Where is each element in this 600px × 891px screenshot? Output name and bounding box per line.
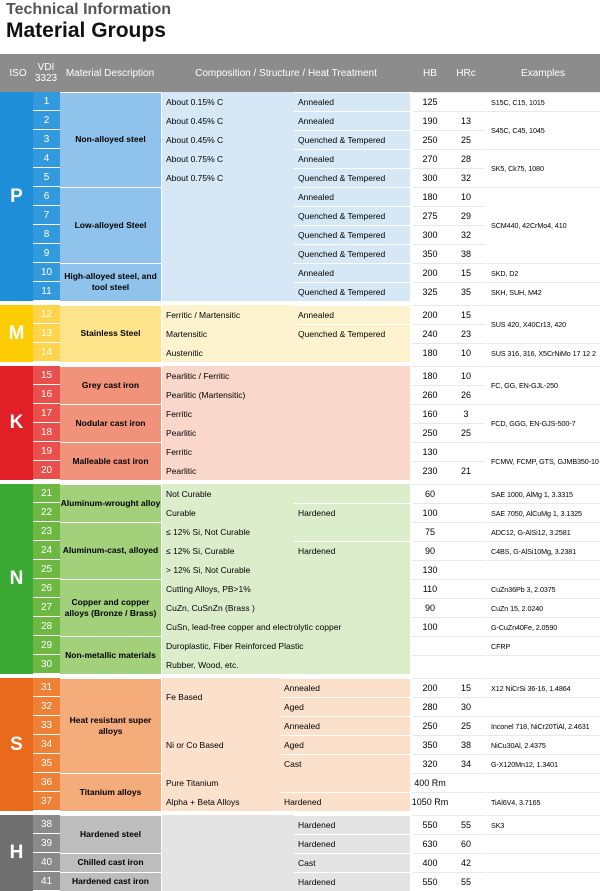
hardness-hb: 400 Rm bbox=[412, 773, 448, 792]
hardness-hb: 1050 Rm bbox=[412, 792, 448, 811]
hardness-hb: 90 bbox=[412, 598, 448, 617]
hardness-hb: 200 bbox=[412, 678, 448, 697]
hardness-hb: 75 bbox=[412, 522, 448, 541]
material-description: Chilled cast iron bbox=[60, 853, 161, 872]
hardness-hrc bbox=[448, 773, 484, 792]
hardness-hrc bbox=[448, 792, 484, 811]
example-grades bbox=[486, 872, 600, 891]
material-description: High-alloyed steel, and tool steel bbox=[60, 263, 161, 301]
col-iso: ISO bbox=[9, 67, 27, 79]
heat-treatment: Cast bbox=[294, 853, 410, 872]
iso-group-p: P bbox=[0, 92, 33, 301]
hardness-hb: 550 bbox=[412, 872, 448, 891]
material-description: Aluminum-wrought alloy bbox=[60, 484, 161, 522]
hardness-hb: 400 bbox=[412, 853, 448, 872]
iso-group-h: H bbox=[0, 815, 33, 891]
iso-group-n: N bbox=[0, 484, 33, 674]
heat-treatment: Annealed bbox=[280, 678, 410, 697]
example-grades: SKH, SUH, M42 bbox=[486, 282, 600, 301]
hardness-hb: 160 bbox=[412, 404, 448, 423]
material-description: Hardened steel bbox=[60, 815, 161, 853]
hardness-hrc bbox=[448, 560, 484, 579]
vdi-number: 30 bbox=[33, 655, 60, 674]
example-grades bbox=[486, 834, 600, 853]
material-description: Grey cast iron bbox=[60, 366, 161, 404]
hardness-hrc: 55 bbox=[448, 872, 484, 891]
composition-text: Ni or Co Based bbox=[166, 739, 224, 750]
example-grades bbox=[486, 853, 600, 872]
example-grades: CFRP bbox=[486, 636, 600, 655]
hardness-hrc: 28 bbox=[448, 149, 484, 168]
vdi-number: 11 bbox=[33, 282, 60, 301]
vdi-number: 10 bbox=[33, 263, 60, 282]
hardness-hrc: 10 bbox=[448, 187, 484, 206]
heat-treatment: Hardened bbox=[280, 792, 410, 811]
hardness-hb: 300 bbox=[412, 168, 448, 187]
example-grades: SAE 7050, AlCuMg 1, 3.1325 bbox=[486, 503, 600, 522]
hardness-hb: 550 bbox=[412, 815, 448, 834]
vdi-number: 14 bbox=[33, 343, 60, 362]
vdi-number: 19 bbox=[33, 442, 60, 461]
composition-text bbox=[162, 815, 294, 834]
vdi-number: 22 bbox=[33, 503, 60, 522]
composition-text: About 0.75% C bbox=[166, 153, 224, 164]
composition-text: Austenitic bbox=[166, 347, 203, 358]
hardness-hb: 250 bbox=[412, 130, 448, 149]
example-grades: SK5, Ck75, 1080 bbox=[486, 149, 600, 187]
heat-treatment: Annealed bbox=[294, 263, 410, 282]
composition-text: About 0.45% C bbox=[166, 134, 224, 145]
vdi-number: 37 bbox=[33, 792, 60, 811]
hardness-hb: 250 bbox=[412, 716, 448, 735]
heat-treatment: Hardened bbox=[294, 503, 410, 522]
heat-treatment: Cast bbox=[280, 754, 410, 773]
heat-treatment: Quenched & Tempered bbox=[294, 225, 410, 244]
material-description: Hardened cast iron bbox=[60, 872, 161, 891]
example-grades: NiCu30Al, 2.4375 bbox=[486, 735, 600, 754]
example-grades bbox=[486, 773, 600, 792]
vdi-number: 39 bbox=[33, 834, 60, 853]
heat-treatment: Aged bbox=[280, 697, 410, 716]
composition-text: Not Curable bbox=[166, 488, 212, 499]
composition-text: Cutting Alloys, PB>1% bbox=[166, 583, 251, 594]
col-composition: Composition / Structure / Heat Treatment bbox=[195, 67, 377, 79]
hardness-hb: 300 bbox=[412, 225, 448, 244]
composition-text: About 0.15% C bbox=[166, 96, 224, 107]
vdi-number: 31 bbox=[33, 678, 60, 697]
vdi-number: 8 bbox=[33, 225, 60, 244]
example-grades: ADC12, G-AlSi12, 3.2581 bbox=[486, 522, 600, 541]
composition-text: Fe Based bbox=[166, 692, 203, 702]
example-grades bbox=[486, 655, 600, 674]
composition-text: Alpha + Beta Alloys bbox=[166, 796, 240, 807]
iso-group-m: M bbox=[0, 305, 33, 362]
vdi-number: 34 bbox=[33, 735, 60, 754]
hardness-hrc: 42 bbox=[448, 853, 484, 872]
hardness-hb: 100 bbox=[412, 503, 448, 522]
hardness-hrc: 25 bbox=[448, 423, 484, 442]
vdi-number: 15 bbox=[33, 366, 60, 385]
hardness-hrc bbox=[448, 579, 484, 598]
hardness-hb: 180 bbox=[412, 366, 448, 385]
example-grades: SAE 1000, AlMg 1, 3.3315 bbox=[486, 484, 600, 503]
composition-text: Martensitic bbox=[166, 328, 208, 339]
vdi-number: 33 bbox=[33, 716, 60, 735]
iso-group-s: S bbox=[0, 678, 33, 811]
hardness-hrc: 10 bbox=[448, 366, 484, 385]
composition-text: Ferritic / Martensitic bbox=[166, 309, 241, 320]
hardness-hb: 200 bbox=[412, 263, 448, 282]
material-description: Stainless Steel bbox=[60, 305, 161, 362]
hardness-hrc: 60 bbox=[448, 834, 484, 853]
hardness-hb: 630 bbox=[412, 834, 448, 853]
example-grades: C4BS, G-AlSi10Mg, 3.2381 bbox=[486, 541, 600, 560]
vdi-number: 27 bbox=[33, 598, 60, 617]
composition-text: Ferritic bbox=[166, 408, 192, 419]
composition-text bbox=[162, 206, 294, 225]
composition-text: ≤ 12% Si, Curable bbox=[166, 545, 235, 556]
section-subtitle: Technical Information bbox=[6, 1, 172, 18]
composition-text: Pearlitic (Martensitic) bbox=[166, 389, 246, 400]
vdi-number: 3 bbox=[33, 130, 60, 149]
composition-text: Pearlitic bbox=[166, 427, 197, 438]
hardness-hrc bbox=[448, 92, 484, 111]
heat-treatment: Hardened bbox=[294, 834, 410, 853]
hardness-hb: 130 bbox=[412, 560, 448, 579]
material-description: Heat resistant super alloys bbox=[60, 678, 161, 773]
hardness-hb: 180 bbox=[412, 187, 448, 206]
hardness-hrc: 15 bbox=[448, 305, 484, 324]
composition-text bbox=[162, 282, 294, 301]
hardness-hb: 325 bbox=[412, 282, 448, 301]
example-grades: SKD, D2 bbox=[486, 263, 600, 282]
heat-treatment: Quenched & Tempered bbox=[294, 282, 410, 301]
heat-treatment: Annealed bbox=[294, 111, 410, 130]
composition-text: Pearlitic bbox=[166, 465, 197, 476]
hardness-hb: 90 bbox=[412, 541, 448, 560]
hardness-hb: 240 bbox=[412, 324, 448, 343]
example-grades: S15C, C15, 1015 bbox=[486, 92, 600, 111]
hardness-hb: 60 bbox=[412, 484, 448, 503]
hardness-hrc bbox=[448, 503, 484, 522]
vdi-number: 28 bbox=[33, 617, 60, 636]
hardness-hrc bbox=[448, 442, 484, 461]
example-grades: SK3 bbox=[486, 815, 600, 834]
vdi-number: 41 bbox=[33, 872, 60, 891]
hardness-hb bbox=[412, 655, 448, 674]
col-examples: Examples bbox=[521, 67, 565, 79]
hardness-hrc bbox=[448, 617, 484, 636]
hardness-hrc: 38 bbox=[448, 244, 484, 263]
composition-text: About 0.45% C bbox=[166, 115, 224, 126]
hardness-hrc: 32 bbox=[448, 168, 484, 187]
heat-treatment: Quenched & Tempered bbox=[294, 324, 410, 343]
material-description: Low-alloyed Steel bbox=[60, 187, 161, 263]
heat-treatment: Annealed bbox=[294, 149, 410, 168]
material-description: Titanium alloys bbox=[60, 773, 161, 811]
hardness-hrc: 23 bbox=[448, 324, 484, 343]
vdi-number: 2 bbox=[33, 111, 60, 130]
hardness-hrc: 34 bbox=[448, 754, 484, 773]
hardness-hb: 280 bbox=[412, 697, 448, 716]
hardness-hb: 100 bbox=[412, 617, 448, 636]
composition-text bbox=[162, 187, 294, 206]
hardness-hb: 110 bbox=[412, 579, 448, 598]
hardness-hrc bbox=[448, 636, 484, 655]
material-description: Copper and copper alloys (Bronze / Brass) bbox=[60, 579, 161, 636]
composition-text: ≤ 12% Si, Not Curable bbox=[166, 526, 251, 537]
vdi-number: 25 bbox=[33, 560, 60, 579]
vdi-number: 35 bbox=[33, 754, 60, 773]
composition-text bbox=[162, 263, 294, 282]
heat-treatment: Annealed bbox=[294, 92, 410, 111]
material-description: Aluminum-cast, alloyed bbox=[60, 522, 161, 579]
composition-text bbox=[162, 872, 294, 891]
example-grades: G-X120Mn12, 1.3401 bbox=[486, 754, 600, 773]
composition-text: CuZn, CuSnZn (Brass ) bbox=[166, 602, 255, 613]
composition-text: Duroplastic, Fiber Reinforced Plastic bbox=[166, 640, 304, 651]
vdi-number: 26 bbox=[33, 579, 60, 598]
hardness-hb: 270 bbox=[412, 149, 448, 168]
heat-treatment: Hardened bbox=[294, 815, 410, 834]
vdi-number: 13 bbox=[33, 324, 60, 343]
example-grades: Inconel 718, NiCr20TiAl, 2.4631 bbox=[486, 716, 600, 735]
example-grades: SUS 420, X40Cr13, 420 bbox=[486, 305, 600, 343]
composition-text: Ferritic bbox=[166, 446, 192, 457]
vdi-number: 21 bbox=[33, 484, 60, 503]
hardness-hrc bbox=[448, 522, 484, 541]
hardness-hrc: 35 bbox=[448, 282, 484, 301]
example-grades bbox=[486, 697, 600, 716]
hardness-hrc: 25 bbox=[448, 130, 484, 149]
hardness-hb: 125 bbox=[412, 92, 448, 111]
hardness-hb: 320 bbox=[412, 754, 448, 773]
hardness-hb: 275 bbox=[412, 206, 448, 225]
example-grades: S45C, C45, 1045 bbox=[486, 111, 600, 149]
vdi-number: 38 bbox=[33, 815, 60, 834]
material-description: Nodular cast iron bbox=[60, 404, 161, 442]
hardness-hrc bbox=[448, 598, 484, 617]
example-grades: FCMW, FCMP, GTS, GJMB350-10 bbox=[486, 442, 600, 480]
composition-text: About 0.75% C bbox=[166, 172, 224, 183]
example-grades bbox=[486, 560, 600, 579]
example-grades: FCD, GGG, EN-GJS-500-7 bbox=[486, 404, 600, 442]
hardness-hrc: 13 bbox=[448, 111, 484, 130]
composition-text: CuSn, lead-free copper and electrolytic copper bbox=[166, 621, 342, 632]
heat-treatment: Annealed bbox=[294, 187, 410, 206]
example-grades: CuZn36Pb 3, 2.0375 bbox=[486, 579, 600, 598]
vdi-number: 9 bbox=[33, 244, 60, 263]
heat-treatment: Aged bbox=[280, 735, 410, 754]
hardness-hb: 190 bbox=[412, 111, 448, 130]
hardness-hb: 180 bbox=[412, 343, 448, 362]
material-description: Malleable cast iron bbox=[60, 442, 161, 480]
col-vdi: VDI 3323 bbox=[34, 62, 58, 84]
hardness-hrc bbox=[448, 484, 484, 503]
material-description: Non-alloyed steel bbox=[60, 92, 161, 187]
col-hrc: HRc bbox=[456, 67, 476, 79]
example-grades: CuZn 15, 2.0240 bbox=[486, 598, 600, 617]
hardness-hrc: 30 bbox=[448, 697, 484, 716]
hardness-hrc: 26 bbox=[448, 385, 484, 404]
composition-text: Curable bbox=[166, 507, 196, 518]
vdi-number: 5 bbox=[33, 168, 60, 187]
heat-treatment: Annealed bbox=[294, 305, 410, 324]
example-grades: G-CuZn40Fe, 2.0590 bbox=[486, 617, 600, 636]
composition-text bbox=[162, 225, 294, 244]
hardness-hb: 350 bbox=[412, 244, 448, 263]
col-hb: HB bbox=[423, 67, 437, 79]
hardness-hrc: 10 bbox=[448, 343, 484, 362]
hardness-hrc: 21 bbox=[448, 461, 484, 480]
example-grades: X12 NiCrSi 36-16, 1.4864 bbox=[486, 678, 600, 697]
vdi-number: 1 bbox=[33, 92, 60, 111]
hardness-hrc: 55 bbox=[448, 815, 484, 834]
vdi-number: 4 bbox=[33, 149, 60, 168]
table-header bbox=[0, 54, 600, 92]
heat-treatment: Quenched & Tempered bbox=[294, 244, 410, 263]
hardness-hrc: 15 bbox=[448, 678, 484, 697]
vdi-number: 7 bbox=[33, 206, 60, 225]
composition-text: Pure Titanium bbox=[166, 777, 219, 788]
composition-text: Pearlitic / Ferritic bbox=[166, 370, 230, 381]
iso-group-k: K bbox=[0, 366, 33, 480]
example-grades: SCM440, 42CrMo4, 410 bbox=[486, 187, 600, 263]
vdi-number: 40 bbox=[33, 853, 60, 872]
vdi-number: 20 bbox=[33, 461, 60, 480]
vdi-number: 12 bbox=[33, 305, 60, 324]
hardness-hb: 260 bbox=[412, 385, 448, 404]
vdi-number: 32 bbox=[33, 697, 60, 716]
hardness-hb: 230 bbox=[412, 461, 448, 480]
hardness-hrc bbox=[448, 541, 484, 560]
composition-text bbox=[162, 834, 294, 853]
col-description: Material Description bbox=[65, 67, 155, 79]
vdi-number: 36 bbox=[33, 773, 60, 792]
hardness-hrc bbox=[448, 655, 484, 674]
vdi-number: 29 bbox=[33, 636, 60, 655]
hardness-hb: 350 bbox=[412, 735, 448, 754]
hardness-hb: 200 bbox=[412, 305, 448, 324]
vdi-number: 23 bbox=[33, 522, 60, 541]
example-grades: TiAl6V4, 3.7165 bbox=[486, 792, 600, 811]
hardness-hrc: 25 bbox=[448, 716, 484, 735]
vdi-number: 6 bbox=[33, 187, 60, 206]
hardness-hrc: 15 bbox=[448, 263, 484, 282]
vdi-number: 16 bbox=[33, 385, 60, 404]
vdi-number: 17 bbox=[33, 404, 60, 423]
example-grades: SUS 316, 316, X5CrNiMo 17 12 2 bbox=[486, 343, 600, 362]
example-grades: FC, GG, EN-GJL-250 bbox=[486, 366, 600, 404]
vdi-number: 24 bbox=[33, 541, 60, 560]
heat-treatment: Quenched & Tempered bbox=[294, 168, 410, 187]
heat-treatment: Hardened bbox=[294, 872, 410, 891]
hardness-hb bbox=[412, 636, 448, 655]
material-description: Non-metallic materials bbox=[60, 636, 161, 674]
heat-treatment: Annealed bbox=[280, 716, 410, 735]
composition-text bbox=[162, 853, 294, 872]
hardness-hrc: 32 bbox=[448, 225, 484, 244]
hardness-hrc: 38 bbox=[448, 735, 484, 754]
composition-text: Rubber, Wood, etc. bbox=[166, 659, 239, 670]
hardness-hb: 130 bbox=[412, 442, 448, 461]
page-title: Material Groups bbox=[6, 19, 166, 42]
hardness-hb: 250 bbox=[412, 423, 448, 442]
heat-treatment: Quenched & Tempered bbox=[294, 130, 410, 149]
vdi-number: 18 bbox=[33, 423, 60, 442]
heat-treatment: Quenched & Tempered bbox=[294, 206, 410, 225]
composition-text: > 12% Si, Not Curable bbox=[166, 564, 251, 575]
heat-treatment: Hardened bbox=[294, 541, 410, 560]
hardness-hrc: 3 bbox=[448, 404, 484, 423]
composition-text bbox=[162, 244, 294, 263]
hardness-hrc: 29 bbox=[448, 206, 484, 225]
